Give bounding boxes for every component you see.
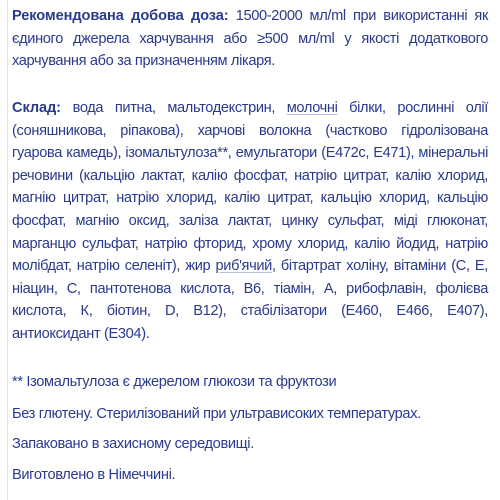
dose-text: 1500-2000 мл/ml при використанні як єдиного джерела харчування або ≥500 мл/ml у якості додаткового харчування або за призначенням лікаря. [12,8,488,70]
composition-paragraph [12,97,488,346]
gluten-free-text: Без глютену. Стерилізований при ультрависоких температурах. [12,406,421,422]
dose-label: Рекомендована добова доза: [12,8,229,24]
page-edge [7,0,8,500]
composition-text-a: вода питна, мальтодекстрин, [60,100,287,116]
origin-text: Виготовлено в Німеччині. [12,467,176,483]
footnote-text: ** Ізомальтулоза є джерелом глюкози та фруктози [12,374,337,390]
composition-text-b: білки, рослинні олії (соняшникова, ріпакова), харчові волокна (частково гідролізована гуарова камедь), ізомальтулоза**, емульгатори (Е472с, Е471), мінеральні речовини (кальцію лактат, калію фосфат, натрію цитрат, калію хлорид, магнію цитрат, натрію хлорид, калію цитрат, кальцію хлорид, кальцію фосфат, магнію оксид, заліза лактат, цинку сульфат, міді глюконат, марганцю сульфат, натрію фторид, хрому хлорид, калію йодид, натрію молібдат, натрію селеніт), жир [12,100,488,275]
composition-word-fish: риб'ячий [215,258,272,275]
recommended-dose-paragraph [12,5,488,73]
composition-text-c: , бітартрат холіну, вітаміни (С, Е, ніацин, С, пантотенова кислота, В6, тіамін, А, рибофлавін, фолієва кислота, К, біотин, D, В12), стабілізатори (Е460, Е466, Е407), антиоксидант (Е304). [12,258,488,342]
composition-label: Склад: [12,100,61,116]
composition-word-milk: молочні [286,100,338,116]
packaging-text: Запаковано в захисному середовищі. [12,436,254,452]
